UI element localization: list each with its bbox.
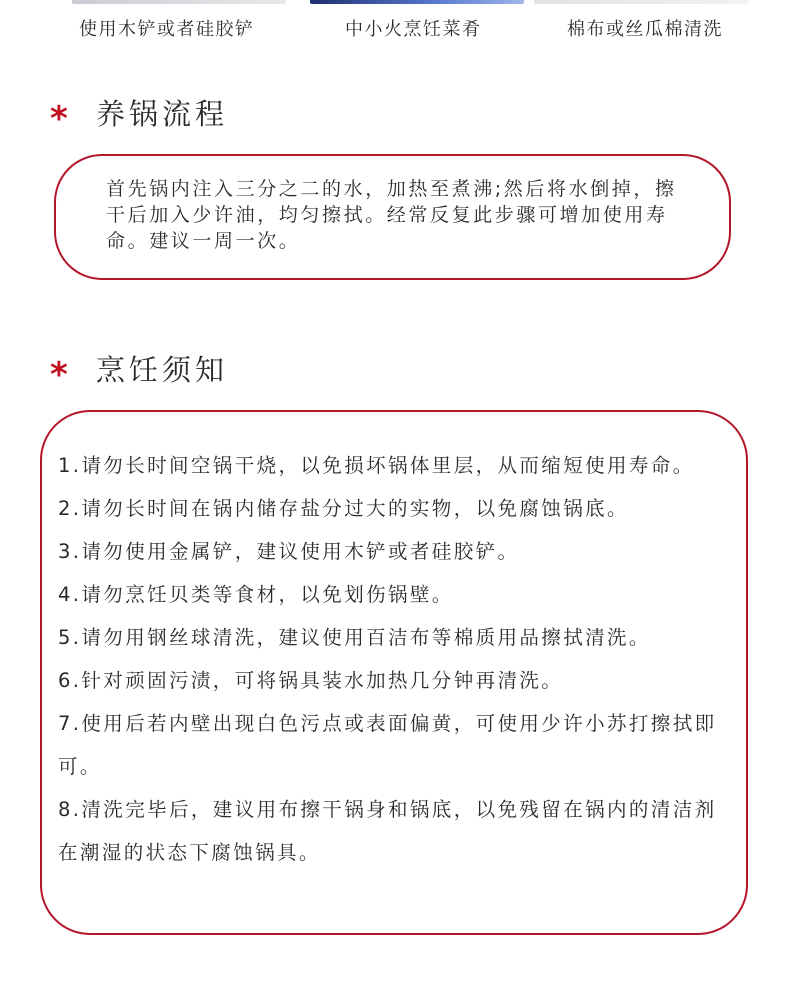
notes-heading <box>50 348 229 395</box>
process-panel <box>54 154 731 280</box>
caption-cloth-cleaning: 棉布或丝瓜棉清洗 <box>567 19 723 40</box>
note-item: 7.使用后若内壁出现白色污点或表面偏黄，可使用少许小苏打擦拭即可。 <box>58 712 717 778</box>
asterisk-icon: * <box>50 98 68 139</box>
note-item: 6.针对顽固污渍，可将锅具装水加热几分钟再清洗。 <box>58 669 564 692</box>
process-text: 首先锅内注入三分之二的水，加热至煮沸;然后将水倒掉，擦干后加入少许油，均匀擦拭。经常反复此步骤可增加使用寿命。建议一周一次。 <box>106 178 677 252</box>
note-item: 4.请勿烹饪贝类等食材，以免划伤锅壁。 <box>58 583 454 606</box>
notes-panel <box>40 410 748 935</box>
note-item: 2.请勿长时间在锅内储存盐分过大的实物，以免腐蚀锅底。 <box>58 497 629 520</box>
notes-list <box>58 444 738 874</box>
notes-title: 烹饪须知 <box>96 353 229 387</box>
stove-flame-photo <box>310 0 524 4</box>
note-item: 8.清洗完毕后，建议用布擦干锅身和锅底，以免残留在锅内的清洁剂在潮湿的状态下腐蚀锅具。 <box>58 798 717 864</box>
process-heading <box>50 92 229 139</box>
process-title: 养锅流程 <box>96 97 229 131</box>
asterisk-icon: * <box>50 354 68 395</box>
note-item: 1.请勿长时间空锅干烧，以免损坏锅体里层，从而缩短使用寿命。 <box>58 454 695 477</box>
caption-wooden-spatula: 使用木铲或者硅胶铲 <box>79 19 255 40</box>
caption-medium-heat: 中小火烹饪菜肴 <box>345 19 482 40</box>
cloth-cleaning-photo <box>534 0 748 4</box>
wooden-spatula-photo <box>72 0 286 4</box>
note-item: 5.请勿用钢丝球清洗，建议使用百洁布等棉质用品擦拭清洗。 <box>58 626 651 649</box>
photo-strip <box>0 0 790 50</box>
note-item: 3.请勿使用金属铲，建议使用木铲或者硅胶铲。 <box>58 540 520 563</box>
